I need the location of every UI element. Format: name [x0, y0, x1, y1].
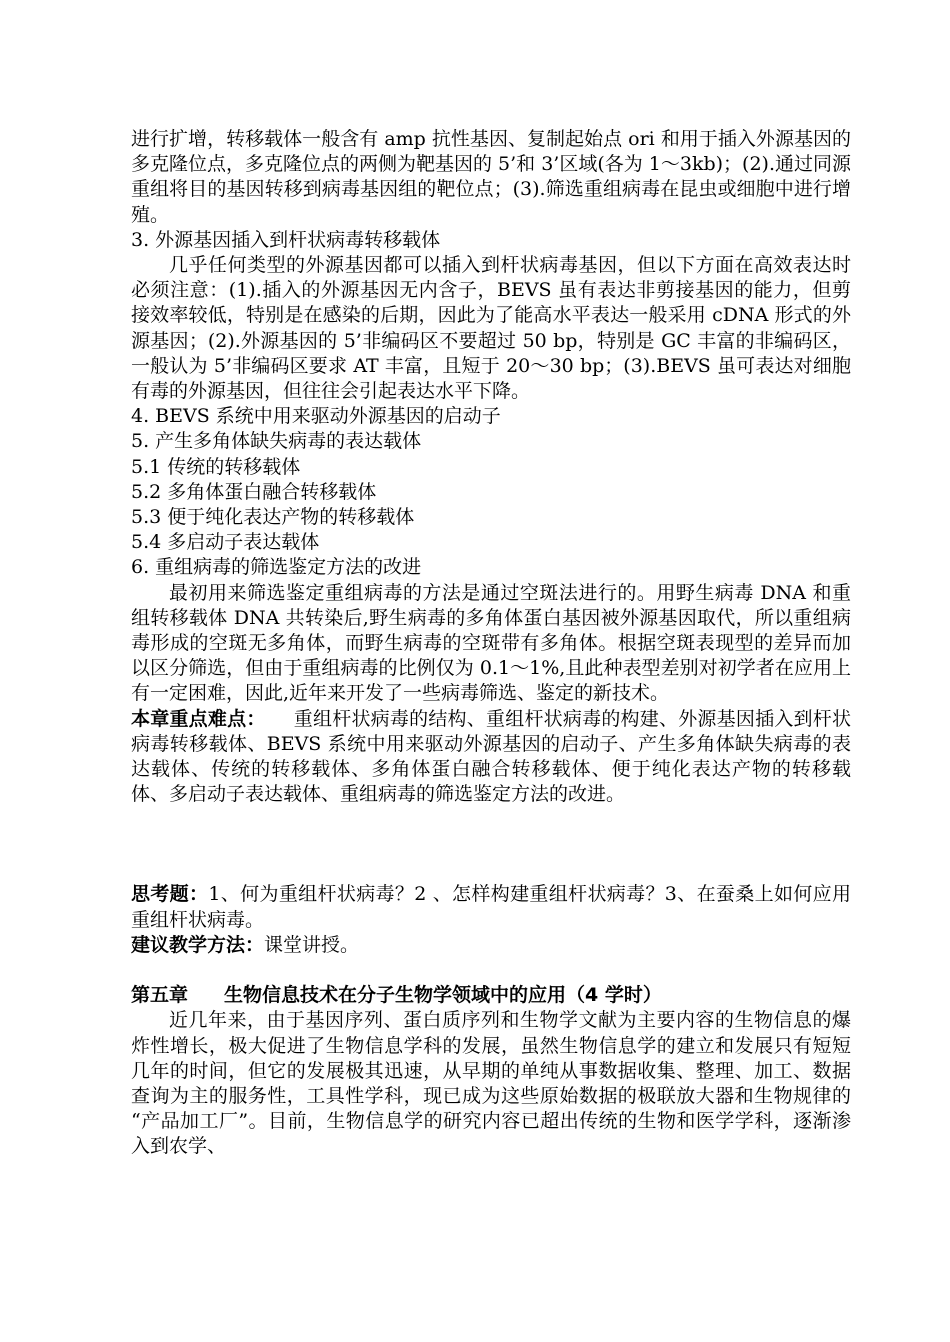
heading-section-4: 4. BEVS 系统中用来驱动外源基因的启动子: [131, 405, 501, 428]
teaching-method-label: 建议教学方法：: [131, 933, 265, 956]
heading-section-5-2: 5.2 多角体蛋白融合转移载体: [131, 480, 377, 503]
paragraph-foreign-gene-insertion: 几乎任何类型的外源基因都可以插入到杆状病毒基因，但以下方面在高效表达时必须注意：(1).插入的外源基因无内含子，BEVS 虽有表达非剪接基因的能力，但剪接效率较低，特别是在感染的后期，因此为了能高水平表达一般采用 cDNA 形式的外源基因；(2).外源基因的 5’非编码区不要超过 50 bp，特别是 GC 丰富的非编码区，一般认为 5’非编码区要求 AT 丰富，且短于 20～30 bp；(3).BEVS 虽可表达对细胞有毒的外源基因，但往往会引起表达水平下降。: [131, 254, 851, 403]
paragraph-plaque-screening: 最初用来筛选鉴定重组病毒的方法是通过空斑法进行的。用野生病毒 DNA 和重组转移载体 DNA 共转染后,野生病毒的多角体蛋白基因被外源基因取代，所以重组病毒形成的空斑无多角体，而野生病毒的空斑带有多角体。根据空斑表现型的差异而加以区分筛选，但由于重组病毒的比例仅为 0.1～1%,且此种表型差别对初学者在应用上有一定困难，因此,近年来开发了一些病毒筛选、鉴定的新技术。: [131, 581, 851, 705]
heading-section-5-4: 5.4 多启动子表达载体: [131, 531, 320, 554]
heading-section-5: 5. 产生多角体缺失病毒的表达载体: [131, 430, 422, 453]
teaching-method-text: 课堂讲授。: [264, 933, 360, 956]
teaching-method-paragraph: [131, 933, 851, 958]
key-points-text: 重组杆状病毒的结构、重组杆状病毒的构建、外源基因插入到杆状病毒转移载体、BEVS 系统中用来驱动外源基因的启动子、产生多角体缺失病毒的表达载体、传统的转移载体、多角体蛋白融合转移载体、便于纯化表达产物的转移载体、多启动子表达载体、重组病毒的筛选鉴定方法的改进。: [131, 707, 851, 806]
key-points-paragraph: [131, 707, 851, 808]
key-points-label: 本章重点难点：: [131, 707, 266, 730]
questions-text: 1、何为重组杆状病毒？2 、怎样构建重组杆状病毒？3、在蚕桑上如何应用重组杆状病毒。: [131, 883, 851, 931]
paragraph-transfer-vector: 进行扩增，转移载体一般含有 amp 抗性基因、复制起始点 ori 和用于插入外源基因的多克隆位点，多克隆位点的两侧为靶基因的 5’和 3’区域(各为 1～3kb)；(2).通过同源重组将目的基因转移到病毒基因组的靶位点；(3).筛选重组病毒在昆虫或细胞中进行增殖。: [131, 128, 852, 226]
heading-section-5-1: 5.1 传统的转移载体: [131, 455, 301, 478]
questions-paragraph: [131, 882, 851, 932]
chapter-5-intro: 近几年来，由于基因序列、蛋白质序列和生物学文献为主要内容的生物信息的爆炸性增长，极大促进了生物信息学科的发展，虽然生物信息学的建立和发展只有短短几年的时间，但它的发展极其迅速，从早期的单纯从事数据收集、整理、加工、数据查询为主的服务性，工具性学科，现已成为这些原始数据的极联放大器和生物规律的 “产品加工厂”。目前，生物信息学的研究内容已超出传统的生物和医学学科，逐渐渗入到农学、: [131, 1009, 851, 1158]
chapter-5-number: 第五章: [131, 984, 189, 1007]
heading-section-3: 3. 外源基因插入到杆状病毒转移载体: [131, 228, 441, 251]
document-page: [131, 127, 851, 1160]
chapter-5-title-text: 生物信息技术在分子生物学领域中的应用（4 学时）: [224, 984, 662, 1007]
chapter-5-title: [131, 983, 851, 1008]
heading-section-6: 6. 重组病毒的筛选鉴定方法的改进: [131, 556, 422, 579]
questions-label: 思考题：: [131, 883, 209, 906]
heading-section-5-3: 5.3 便于纯化表达产物的转移载体: [131, 506, 415, 529]
